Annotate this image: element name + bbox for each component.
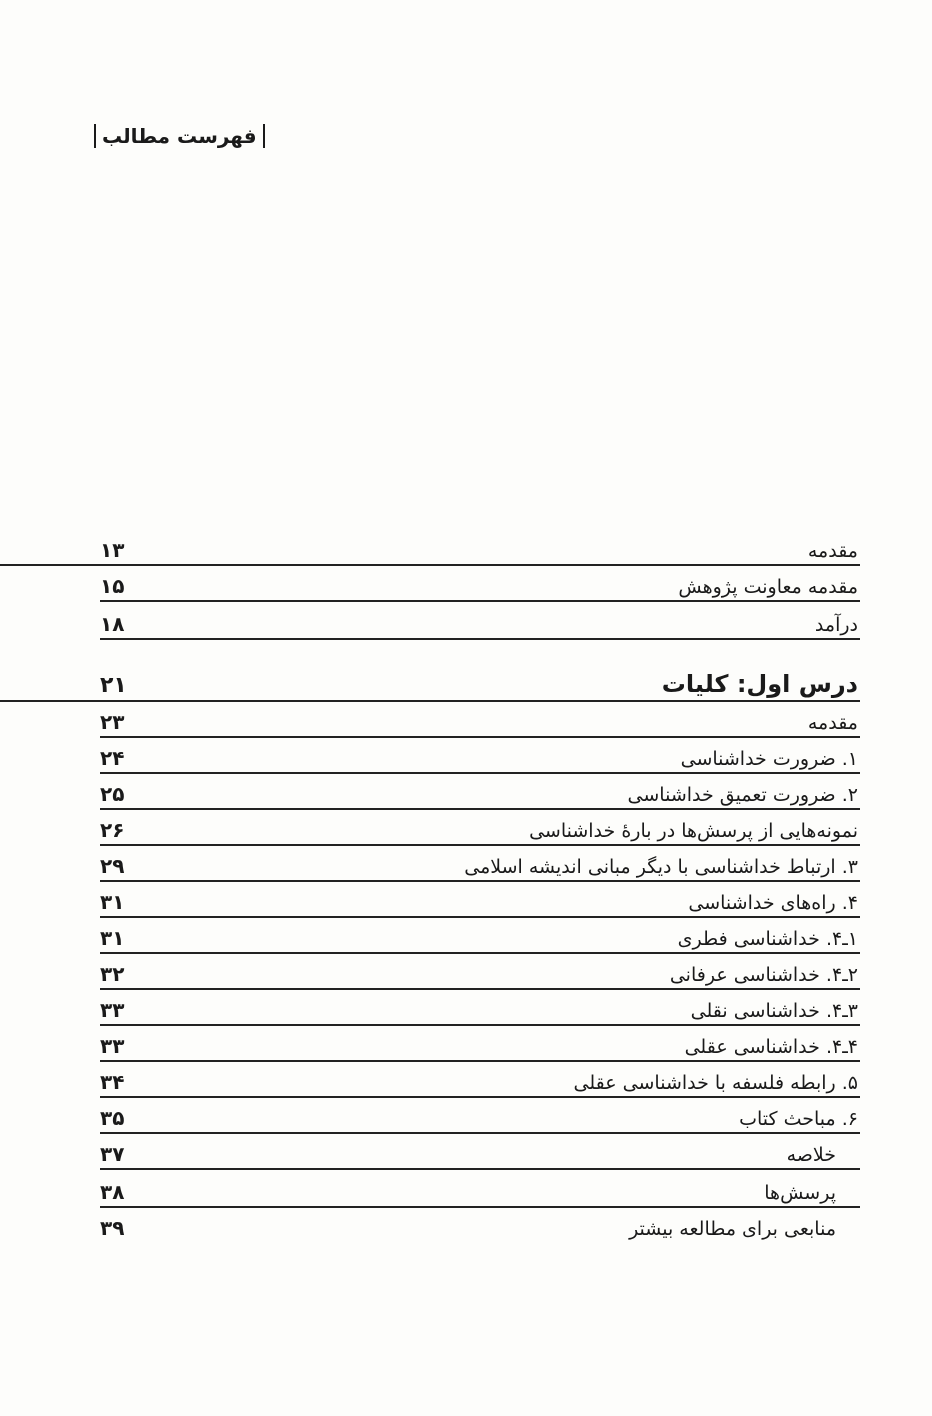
heading-bar-left	[94, 124, 96, 148]
toc-entry[interactable]	[0, 774, 932, 810]
toc-entry-title: مقدمه	[807, 712, 858, 734]
toc-entry-title: خلاصه	[786, 1144, 836, 1166]
toc-entry-page: ۳۳	[100, 998, 125, 1022]
toc-entry-title: ۳. ارتباط خداشناسی با دیگر مبانی اندیشه اسلامی	[464, 856, 858, 878]
toc-entry-title: نمونه‌هایی از پرسش‌ها در بارهٔ خداشناسی	[529, 820, 858, 842]
toc-entry[interactable]	[0, 1026, 932, 1062]
toc-entry-page: ۱۸	[100, 612, 125, 636]
toc-entry-title: ۶. مباحث کتاب	[739, 1108, 858, 1130]
toc-entry[interactable]	[0, 990, 932, 1026]
toc-entry-page: ۳۱	[100, 890, 125, 914]
toc-entry-page: ۳۴	[100, 1070, 125, 1094]
toc-heading	[94, 124, 265, 148]
toc-entry[interactable]	[0, 1134, 932, 1170]
toc-entry-page: ۳۳	[100, 1034, 125, 1058]
toc-entry[interactable]	[0, 1062, 932, 1098]
toc-entry-title: ۴. راه‌های خداشناسی	[688, 892, 858, 914]
toc-entry[interactable]	[0, 810, 932, 846]
toc-divider	[100, 1168, 860, 1170]
toc-entry-title: درآمد	[814, 614, 858, 636]
toc-divider	[100, 600, 860, 602]
toc-entry-title: ۲. ضرورت تعمیق خداشناسی	[627, 784, 858, 806]
toc-entry[interactable]	[0, 1098, 932, 1134]
toc-entry[interactable]	[0, 530, 932, 566]
page-title: فهرست مطالب	[102, 124, 257, 148]
toc-entry-title: مقدمه	[807, 540, 858, 562]
toc-entry-page: ۲۵	[100, 782, 125, 806]
toc-entry-page: ۳۸	[100, 1180, 125, 1204]
toc-divider	[100, 638, 860, 640]
toc-entry-page: ۳۲	[100, 962, 125, 986]
toc-entry-title: ۳ـ۴. خداشناسی نقلی	[690, 1000, 858, 1022]
toc-entry[interactable]	[0, 1172, 932, 1208]
toc-entry[interactable]	[0, 604, 932, 640]
toc-chapter-entry[interactable]	[0, 656, 932, 702]
toc-entry-title: ۴ـ۴. خداشناسی عقلی	[684, 1036, 858, 1058]
toc-entry-title: ۲ـ۴. خداشناسی عرفانی	[669, 964, 858, 986]
toc-entry-page: ۲۴	[100, 746, 125, 770]
toc-entry-page: ۲۹	[100, 854, 125, 878]
toc-entry[interactable]	[0, 566, 932, 602]
toc-entry-title: مقدمه معاونت پژوهش	[678, 576, 858, 598]
toc-entry[interactable]	[0, 738, 932, 774]
toc-chapter-page: ۲۱	[100, 673, 127, 698]
toc-entry[interactable]	[0, 882, 932, 918]
toc-entry-page: ۱۵	[100, 574, 125, 598]
toc-entry-page: ۳۹	[100, 1216, 125, 1240]
toc-entry-title: پرسش‌ها	[764, 1182, 836, 1204]
toc-entry-page: ۳۵	[100, 1106, 125, 1130]
toc-entry[interactable]	[0, 846, 932, 882]
toc-entry[interactable]	[0, 702, 932, 738]
toc-entry[interactable]	[0, 954, 932, 990]
toc-entry-page: ۳۱	[100, 926, 125, 950]
toc-entry-page: ۱۳	[100, 538, 125, 562]
toc-entry[interactable]	[0, 918, 932, 954]
toc-entry-title: ۵. رابطه فلسفه با خداشناسی عقلی	[573, 1072, 858, 1094]
toc-entry-title: ۱. ضرورت خداشناسی	[680, 748, 858, 770]
toc-entry-page: ۲۶	[100, 818, 125, 842]
toc-entry-page: ۳۷	[100, 1142, 125, 1166]
heading-bar-right	[263, 124, 265, 148]
toc-entry[interactable]	[0, 1208, 932, 1244]
toc-chapter-title: درس اول: کلیات	[661, 670, 858, 698]
toc-entry-title: منابعی برای مطالعه بیشتر	[629, 1218, 836, 1240]
toc-entry-page: ۲۳	[100, 710, 125, 734]
toc-entry-title: ۱ـ۴. خداشناسی فطری	[677, 928, 858, 950]
